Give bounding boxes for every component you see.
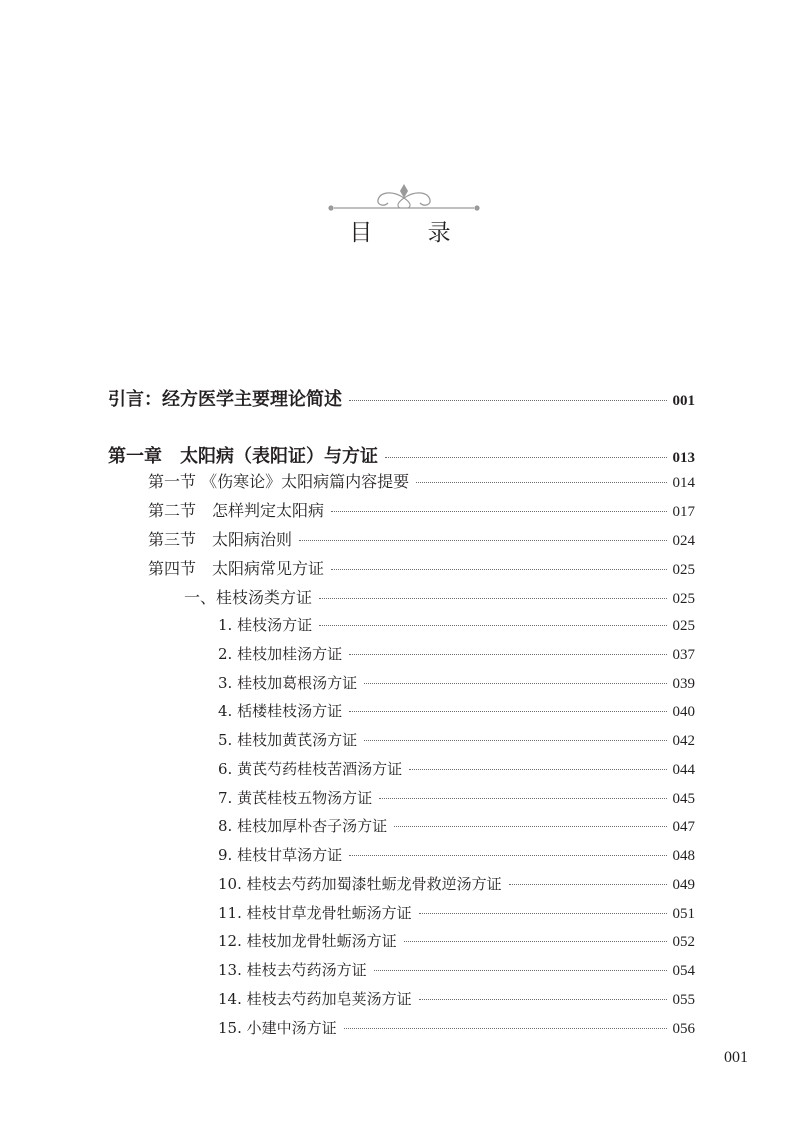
- dot-leader: [299, 540, 666, 541]
- toc-entry-item[interactable]: [218, 844, 695, 865]
- toc-entry-label: 2. 桂枝加桂汤方证: [218, 645, 343, 663]
- toc-entry-page-number: 048: [672, 848, 695, 864]
- dot-leader: [319, 625, 666, 626]
- toc-entry-item[interactable]: [218, 902, 695, 923]
- page-number: 001: [724, 1049, 748, 1066]
- toc-entry-section[interactable]: [148, 498, 695, 521]
- toc-entry-page-number: 017: [672, 504, 695, 520]
- toc-entry-page-number: 025: [672, 591, 695, 607]
- toc-entry-item[interactable]: [218, 959, 695, 980]
- toc-entry-label: 第二节 怎样判定太阳病: [148, 501, 325, 520]
- toc-entry-page-number: 013: [672, 450, 695, 466]
- dot-leader: [364, 740, 666, 741]
- dot-leader: [404, 941, 667, 942]
- toc-entry-page-number: 055: [672, 992, 695, 1008]
- toc-entry-item[interactable]: [218, 930, 695, 951]
- toc-entry-label: 13. 桂枝去芍药汤方证: [218, 961, 367, 979]
- toc-entry-label: 10. 桂枝去芍药加蜀漆牡蛎龙骨救逆汤方证: [218, 875, 502, 893]
- dot-leader: [394, 826, 666, 827]
- toc-entry-item[interactable]: [218, 729, 695, 750]
- toc-entry-page-number: 040: [672, 704, 695, 720]
- dot-leader: [349, 400, 667, 401]
- toc-entry-item[interactable]: [218, 700, 695, 721]
- toc-entry-item[interactable]: [218, 815, 695, 836]
- dot-leader: [349, 855, 666, 856]
- toc-entry-item[interactable]: [218, 758, 695, 779]
- toc-entry-label: 1. 桂枝汤方证: [218, 616, 313, 634]
- toc-entry-label: 第一节 《伤寒论》太阳病篇内容提要: [148, 472, 410, 491]
- toc-entry-intro[interactable]: [108, 385, 695, 411]
- toc-entry-page-number: 052: [672, 934, 695, 950]
- dot-leader: [374, 970, 667, 971]
- toc-entry-page-number: 047: [672, 819, 695, 835]
- toc-entry-label: 第四节 太阳病常见方证: [148, 559, 325, 578]
- dot-leader: [331, 569, 666, 570]
- toc-entry-page-number: 039: [672, 676, 695, 692]
- dot-leader: [344, 1028, 667, 1029]
- toc-entry-section[interactable]: [148, 527, 695, 550]
- toc-entry-label: 15. 小建中汤方证: [218, 1019, 337, 1037]
- toc-entry-page-number: 044: [672, 762, 695, 778]
- toc-entry-section[interactable]: [148, 556, 695, 579]
- toc-entry-item[interactable]: [218, 643, 695, 664]
- page-title: 目 录: [349, 220, 475, 246]
- dot-leader: [509, 884, 667, 885]
- toc-entry-page-number: 054: [672, 963, 695, 979]
- toc-entry-chapter[interactable]: [108, 442, 695, 468]
- toc-entry-page-number: 051: [672, 906, 695, 922]
- toc-entry-page-number: 014: [672, 475, 695, 491]
- toc-entry-label: 9. 桂枝甘草汤方证: [218, 846, 343, 864]
- toc-entry-page-number: 045: [672, 791, 695, 807]
- dot-leader: [331, 511, 666, 512]
- toc-entry-label: 第三节 太阳病治则: [148, 530, 293, 549]
- toc-entry-label: 第一章 太阳病（表阳证）与方证: [108, 446, 378, 467]
- dot-leader: [319, 598, 666, 599]
- toc-entry-item[interactable]: [218, 614, 695, 635]
- toc-entry-page-number: 025: [672, 562, 695, 578]
- toc-entry-page-number: 042: [672, 733, 695, 749]
- toc-entry-page-number: 037: [672, 647, 695, 663]
- toc-entry-item[interactable]: [218, 873, 695, 894]
- toc-entry-label: 5. 桂枝加黄芪汤方证: [218, 731, 358, 749]
- toc-entry-label: 7. 黄芪桂枝五物汤方证: [218, 789, 373, 807]
- toc-entry-label: 11. 桂枝甘草龙骨牡蛎汤方证: [218, 904, 412, 922]
- toc-entry-label: 一、桂枝汤类方证: [184, 588, 313, 607]
- dot-leader: [385, 457, 667, 458]
- toc-entry-item[interactable]: [218, 672, 695, 693]
- dot-leader: [409, 769, 666, 770]
- toc-entry-page-number: 025: [672, 618, 695, 634]
- toc-entry-item[interactable]: [218, 988, 695, 1009]
- dot-leader: [349, 711, 666, 712]
- toc-entry-page-number: 024: [672, 533, 695, 549]
- dot-leader: [416, 482, 666, 483]
- toc-entry-label: 8. 桂枝加厚朴杏子汤方证: [218, 817, 388, 835]
- dot-leader: [419, 913, 667, 914]
- toc-entry-page-number: 001: [672, 393, 695, 409]
- dot-leader: [364, 683, 666, 684]
- toc-entry-label: 14. 桂枝去芍药加皂荚汤方证: [218, 990, 412, 1008]
- dot-leader: [379, 798, 666, 799]
- dot-leader: [419, 999, 667, 1000]
- toc-entry-page-number: 056: [672, 1021, 695, 1037]
- toc-entry-label: 引言：经方医学主要理论简述: [108, 389, 342, 410]
- toc-entry-sub[interactable]: [184, 585, 695, 608]
- dot-leader: [349, 654, 666, 655]
- toc-entry-item[interactable]: [218, 787, 695, 808]
- toc-entry-item[interactable]: [218, 1017, 695, 1038]
- toc-entry-label: 4. 栝楼桂枝汤方证: [218, 702, 343, 720]
- toc-entry-label: 12. 桂枝加龙骨牡蛎汤方证: [218, 932, 397, 950]
- toc-entry-page-number: 049: [672, 877, 695, 893]
- toc-entry-section[interactable]: [148, 469, 695, 492]
- toc-entry-label: 3. 桂枝加葛根汤方证: [218, 674, 358, 692]
- toc-entry-label: 6. 黄芪芍药桂枝苦酒汤方证: [218, 760, 403, 778]
